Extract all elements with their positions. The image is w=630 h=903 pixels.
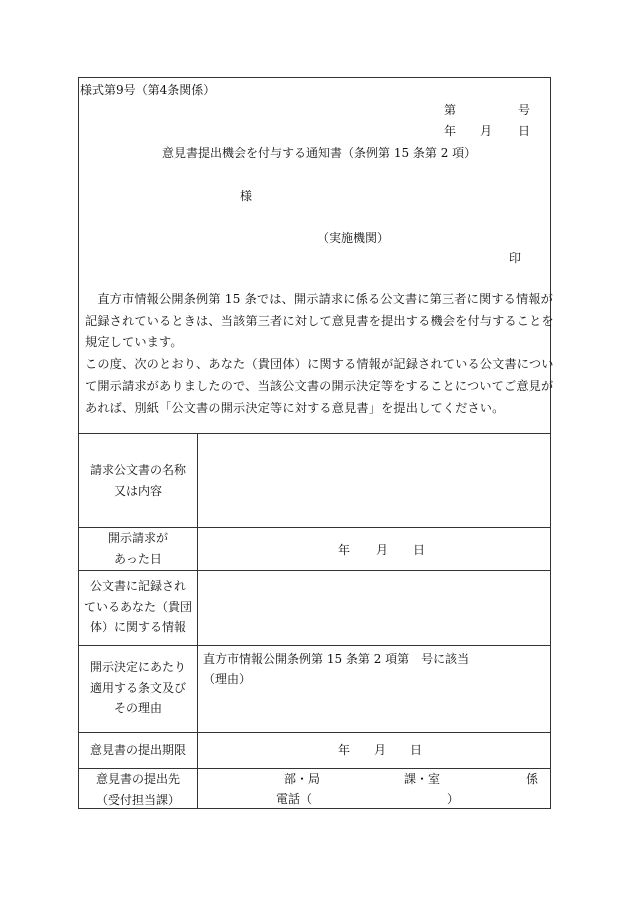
- issuer-label: （実施機関）: [317, 231, 390, 245]
- addressee-suffix: 様: [240, 189, 253, 203]
- body-line: 記録されているときは、当該第三者に対して意見書を提出する機会を付与することを: [85, 313, 554, 328]
- label-line: （受付担当課）: [95, 792, 180, 807]
- label-line: 適用する条文及び: [89, 680, 186, 695]
- row-label-document-name: [79, 460, 197, 501]
- body-line: あれば、別紙「公文書の開示決定等に対する意見書」を提出してください。: [85, 400, 505, 415]
- notice-form-frame: [78, 77, 554, 809]
- label-line: あった日: [114, 551, 162, 566]
- office-section: 課・室: [404, 772, 441, 786]
- label-line: 開示決定にあたり: [89, 660, 186, 674]
- table-top-border: [79, 433, 550, 434]
- deadline-month: 月: [374, 743, 387, 757]
- label-line: 公文書に記録され: [89, 579, 186, 593]
- label-line: ているあなた（貴団: [83, 599, 192, 614]
- seal-mark: 印: [509, 251, 522, 265]
- date-month: 月: [480, 124, 493, 138]
- label-line: 又は内容: [113, 483, 162, 498]
- phone-open: 電話（: [276, 792, 313, 806]
- row-divider: [79, 570, 550, 571]
- label-line: 開示請求が: [107, 531, 168, 545]
- date-day: 日: [518, 124, 531, 138]
- label-line: 意見書の提出先: [95, 772, 180, 786]
- row-label-recorded-info: [79, 576, 197, 638]
- office-department: 部・局: [284, 772, 321, 786]
- body-line: 規定しています。: [85, 335, 183, 350]
- applicable-article-text: 直方市情報公開条例第 15 条第 2 項第 号に該当: [203, 652, 470, 666]
- number-go: 号: [518, 103, 531, 117]
- body-line: て開示請求がありましたので、当該公文書の開示決定等をすることについてご意見が: [85, 378, 554, 393]
- row-label-submission-office: [79, 769, 197, 810]
- phone-close: ）: [447, 792, 460, 806]
- form-number: 様式第9号（第4条関係）: [80, 83, 216, 97]
- date-year: 年: [444, 124, 457, 138]
- deadline-year: 年: [338, 743, 351, 757]
- row-label-applicable-article: [79, 657, 197, 719]
- label-line: その理由: [113, 701, 162, 715]
- row-divider: [79, 645, 550, 646]
- label-line: 請求公文書の名称: [89, 463, 186, 477]
- reason-label: （理由）: [203, 672, 252, 686]
- label-line: 体）に関する情報: [89, 620, 186, 634]
- office-unit: 係: [526, 772, 539, 786]
- body-line: 直方市情報公開条例第 15 条では、開示請求に係る公文書に第三者に関する情報が: [85, 292, 554, 306]
- deadline-day: 日: [410, 743, 423, 757]
- row-divider: [79, 732, 550, 733]
- row-label-deadline: 意見書の提出期限: [89, 743, 186, 757]
- request-date-day: 日: [413, 543, 426, 557]
- row-label-request-date: [79, 528, 197, 569]
- request-date-month: 月: [376, 543, 389, 557]
- number-dai: 第: [444, 103, 457, 117]
- body-line: この度、次のとおり、あなた（貴団体）に関する情報が記録されている公文書につい: [85, 357, 554, 372]
- request-date-year: 年: [338, 543, 351, 557]
- document-title: 意見書提出機会を付与する通知書（条例第 15 条第 2 項）: [162, 146, 477, 160]
- column-divider: [197, 433, 198, 808]
